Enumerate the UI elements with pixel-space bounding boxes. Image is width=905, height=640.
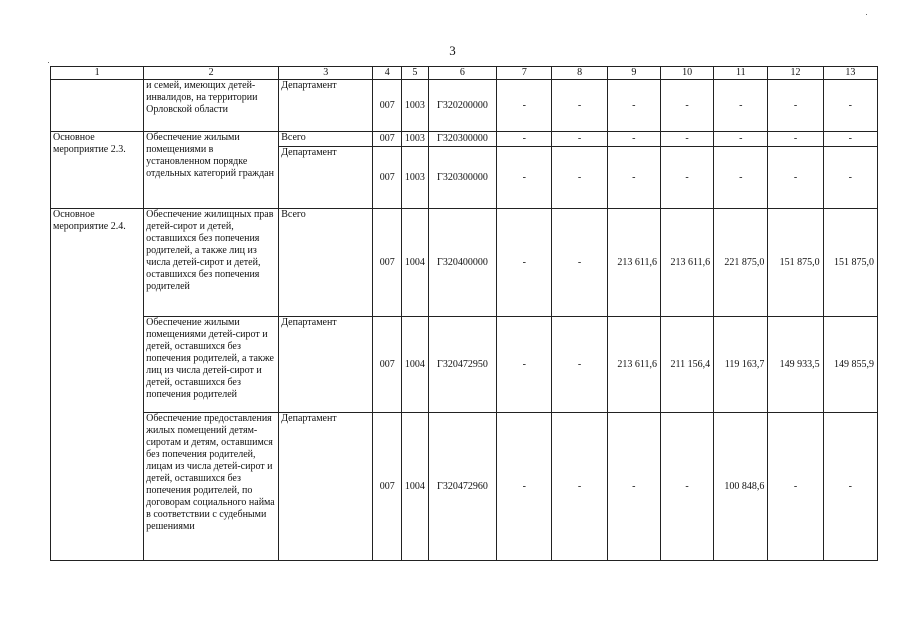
- description-cell: Обеспечение жилыми помещениями в установленном порядке отдельных категорий граждан: [144, 132, 279, 209]
- cell-col13: -: [823, 413, 877, 561]
- cell-col4: 007: [373, 317, 402, 413]
- cell-col8: -: [552, 317, 607, 413]
- cell-col12: -: [768, 413, 823, 561]
- cell-col9: -: [607, 413, 660, 561]
- description-cell: и семей, имеющих детей-инвалидов, на территории Орловской области: [144, 80, 279, 132]
- cell-col7: -: [497, 413, 552, 561]
- cell-col8: -: [552, 413, 607, 561]
- cell-col8: -: [552, 147, 607, 209]
- cell-col10: -: [660, 132, 713, 147]
- executor-cell: Департамент: [279, 413, 373, 561]
- cell-col4: 007: [373, 413, 402, 561]
- cell-col13: -: [823, 147, 877, 209]
- cell-col6: Г320200000: [428, 80, 497, 132]
- budget-table: [50, 66, 878, 561]
- cell-col5: 1003: [402, 132, 429, 147]
- cell-col7: -: [497, 209, 552, 317]
- cell-col12: -: [768, 147, 823, 209]
- description-cell: Обеспечение жилыми помещениями детей-сирот и детей, оставшихся без попечения родителей, а также лиц из числа детей-сирот и детей, оставшихся без попечения родителей: [144, 317, 279, 413]
- table-row: [51, 132, 878, 147]
- cell-col6: Г320300000: [428, 147, 497, 209]
- column-header: 10: [660, 67, 713, 80]
- scan-speck: [866, 14, 867, 15]
- cell-col11: 100 848,6: [714, 413, 768, 561]
- cell-col13: 149 855,9: [823, 317, 877, 413]
- cell-col5: 1004: [402, 413, 429, 561]
- cell-col13: -: [823, 80, 877, 132]
- cell-col5: 1003: [402, 147, 429, 209]
- cell-col6: Г320400000: [428, 209, 497, 317]
- cell-col6: Г320300000: [428, 132, 497, 147]
- cell-col7: -: [497, 147, 552, 209]
- cell-col11: 221 875,0: [714, 209, 768, 317]
- header-row: [51, 67, 878, 80]
- column-header: 3: [279, 67, 373, 80]
- cell-col9: -: [607, 132, 660, 147]
- cell-col10: 211 156,4: [660, 317, 713, 413]
- executor-cell: Департамент: [279, 80, 373, 132]
- column-header: 7: [497, 67, 552, 80]
- cell-col12: -: [768, 80, 823, 132]
- column-header: 6: [428, 67, 497, 80]
- table-row: [51, 80, 878, 132]
- cell-col4: 007: [373, 132, 402, 147]
- cell-col4: 007: [373, 209, 402, 317]
- measure-cell: [51, 80, 144, 132]
- cell-col8: -: [552, 132, 607, 147]
- cell-col9: -: [607, 80, 660, 132]
- cell-col11: -: [714, 147, 768, 209]
- cell-col9: 213 611,6: [607, 209, 660, 317]
- cell-col9: 213 611,6: [607, 317, 660, 413]
- cell-col5: 1004: [402, 317, 429, 413]
- column-header: 2: [144, 67, 279, 80]
- cell-col8: -: [552, 80, 607, 132]
- executor-cell: Департамент: [279, 317, 373, 413]
- column-header: 11: [714, 67, 768, 80]
- table-row: [51, 413, 878, 561]
- cell-col10: -: [660, 413, 713, 561]
- column-header: 1: [51, 67, 144, 80]
- cell-col9: -: [607, 147, 660, 209]
- cell-col7: -: [497, 132, 552, 147]
- cell-col12: 149 933,5: [768, 317, 823, 413]
- cell-col6: Г320472960: [428, 413, 497, 561]
- cell-col7: -: [497, 317, 552, 413]
- cell-col12: -: [768, 132, 823, 147]
- cell-col4: 007: [373, 80, 402, 132]
- column-header: 9: [607, 67, 660, 80]
- cell-col13: 151 875,0: [823, 209, 877, 317]
- cell-col13: -: [823, 132, 877, 147]
- table-row: [51, 209, 878, 317]
- cell-col12: 151 875,0: [768, 209, 823, 317]
- cell-col6: Г320472950: [428, 317, 497, 413]
- cell-col11: -: [714, 132, 768, 147]
- description-cell: Обеспечение жилищных прав детей-сирот и детей, оставшихся без попечения родителей, а также лиц из числа детей-сирот и детей, оставшихся без попечения родителей: [144, 209, 279, 317]
- cell-col11: 119 163,7: [714, 317, 768, 413]
- cell-col8: -: [552, 209, 607, 317]
- column-header: 8: [552, 67, 607, 80]
- column-header: 4: [373, 67, 402, 80]
- executor-cell: Всего: [279, 209, 373, 317]
- table-row: [51, 317, 878, 413]
- measure-cell: Основное мероприятие 2.3.: [51, 132, 144, 209]
- executor-cell: Департамент: [279, 147, 373, 209]
- cell-col10: -: [660, 80, 713, 132]
- cell-col10: -: [660, 147, 713, 209]
- cell-col10: 213 611,6: [660, 209, 713, 317]
- measure-cell: Основное мероприятие 2.4.: [51, 209, 144, 561]
- cell-col4: 007: [373, 147, 402, 209]
- executor-cell: Всего: [279, 132, 373, 147]
- column-header: 12: [768, 67, 823, 80]
- page-number: 3: [449, 43, 456, 58]
- column-header: 5: [402, 67, 429, 80]
- cell-col11: -: [714, 80, 768, 132]
- column-header: 13: [823, 67, 877, 80]
- cell-col5: 1004: [402, 209, 429, 317]
- scan-speck: [48, 62, 49, 63]
- cell-col5: 1003: [402, 80, 429, 132]
- cell-col7: -: [497, 80, 552, 132]
- description-cell: Обеспечение предоставления жилых помещений детям-сиротам и детям, оставшимся без попечения родителей, лицам из числа детей-сирот и детей, оставшихся без попечения родителей, по договорам социального найма в соответствии с судебными решениями: [144, 413, 279, 561]
